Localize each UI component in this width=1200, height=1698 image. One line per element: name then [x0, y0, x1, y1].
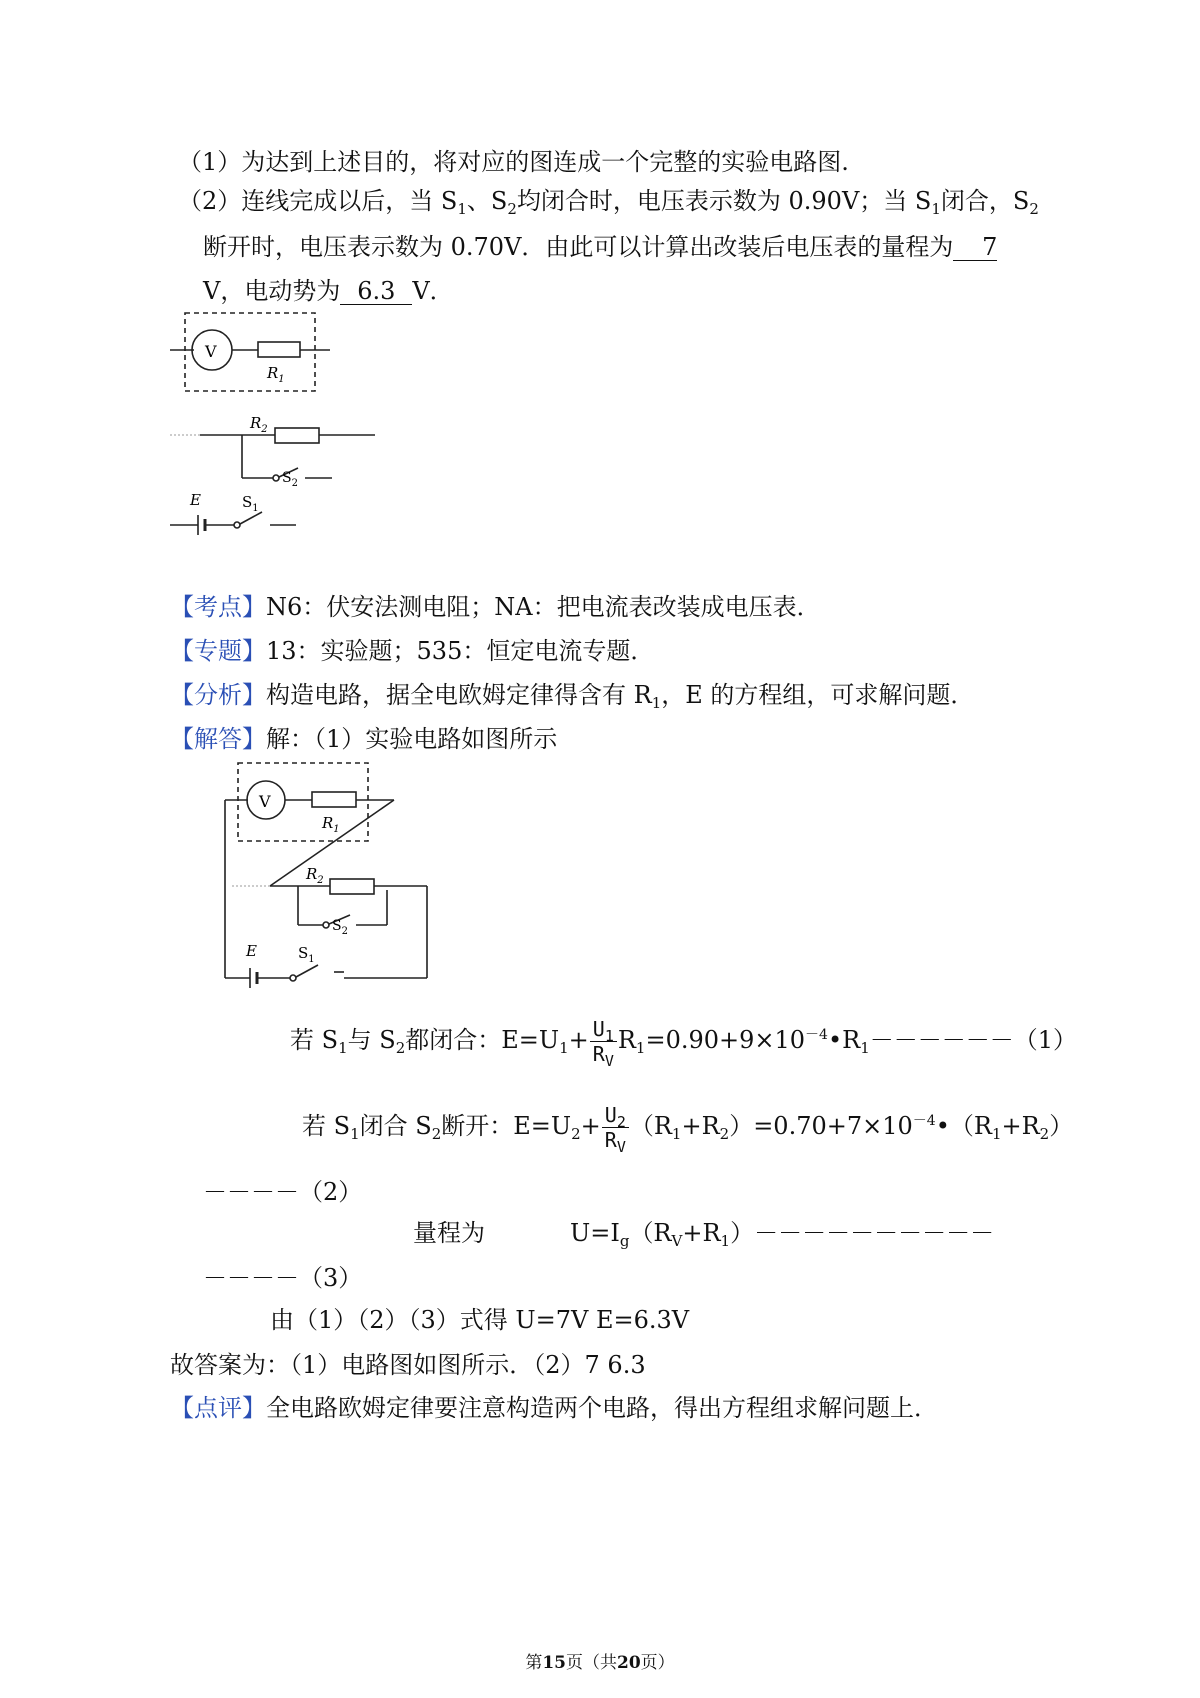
- voltmeter-label: V: [205, 342, 217, 361]
- e-label: E: [190, 491, 201, 509]
- answer-blank-range: 7: [953, 234, 997, 261]
- r2-s2-branch: [170, 428, 375, 481]
- question-2-line-2: 断开时，电压表示数为 0.70V．由此可以计算出改装后电压表的量程为 7: [203, 233, 998, 261]
- kaodian-tag: 【考点】: [170, 593, 266, 621]
- switch-s2-icon: [273, 475, 279, 481]
- question-1: （1）为达到上述目的，将对应的图连成一个完整的实验电路图.: [178, 148, 849, 176]
- equation-1: 若 $S_1$与 $S_2$都闭合：$E=U_1+$ $\frac{U_1}{R_V}$ $R_1=0.90+9\times 10^{-4}•R_1------(1)$: [290, 1017, 1078, 1070]
- fenxi-tag: 【分析】: [170, 681, 266, 709]
- jieda-row: 【解答】解：（1）实验电路如图所示: [170, 725, 558, 753]
- fraction-u1-rv: $\frac{U_1}{R_V}$: [590, 1017, 617, 1066]
- fenxi-row: 【分析】构造电路，据全电欧姆定律得含有 $R_1$，E 的方程组，可求解问题．: [170, 681, 975, 712]
- r2-label: R: [250, 414, 262, 432]
- svg-text:R1: [266, 364, 285, 385]
- answer-blank-emf: 6.3: [340, 278, 412, 305]
- question-2-line-3: V，电动势为 6.3 V．: [203, 277, 454, 305]
- s1-sub: 1: [252, 503, 259, 514]
- zhuanti-row: 【专题】13：实验题；535：恒定电流专题．: [170, 637, 655, 665]
- svg-text:R2: $R_2$: [306, 865, 324, 886]
- equation-2-tail: －－－－（2）: [203, 1178, 363, 1206]
- kaodian-row: 【考点】N6：伏安法测电阻；NA：把电流表改装成电压表．: [170, 593, 821, 621]
- s1-label: S: [242, 493, 253, 511]
- voltmeter-r1-box: [170, 313, 330, 391]
- equation-3-tail: －－－－（3）: [203, 1264, 363, 1292]
- review-tag: 【点评】: [170, 1394, 266, 1422]
- svg-text:S2: [282, 470, 298, 489]
- resistor-r1-icon: [312, 792, 356, 807]
- battery-s1-branch: [170, 512, 296, 535]
- completed-circuit-diagram: [222, 760, 452, 985]
- equation-3-formula: $U=I_g(R_V+R_1)----------$: [570, 1219, 995, 1250]
- svg-text:S1: $S_1$: [298, 944, 315, 965]
- s2-sub: 2: [291, 478, 298, 489]
- r2-sub: 2: [261, 424, 268, 435]
- switch-s1-icon: [234, 522, 240, 528]
- svg-text:S1: [242, 493, 259, 514]
- svg-text:R2: [249, 414, 268, 435]
- result-line: 由（1）（2）（3）式得 U=7V E=6.3V: [270, 1306, 690, 1334]
- r1-label: R: [267, 364, 279, 382]
- zhuanti-tag: 【专题】: [170, 637, 266, 665]
- svg-text:R1: $R_1$: [322, 814, 340, 835]
- answer-line: 故答案为：（1）电路图如图所示．（2）7 6.3: [170, 1351, 646, 1379]
- svg-text:S2: $S_2$: [332, 918, 348, 937]
- review-row: 【点评】全电路欧姆定律要注意构造两个电路，得出方程组求解问题上．: [170, 1394, 938, 1422]
- svg-text:V: V: [259, 792, 271, 811]
- r1-sub: 1: [278, 374, 285, 385]
- switch-s1-icon: [290, 975, 296, 981]
- circuit-components-diagram: [170, 310, 510, 550]
- resistor-r2-icon: [275, 428, 319, 443]
- equation-2: 若 $S_1$闭合 $S_2$断开：$E=U_2+$ $\frac{U_2}{R_V}$ $(R_1+R_2)=0.70+7\times 10^{-4}•(R_1+R_2)$: [302, 1103, 1074, 1156]
- page-footer: 第15页（共20页）: [525, 1653, 675, 1673]
- equation-3-label: 量程为: [413, 1219, 485, 1247]
- switch-s2-icon: [323, 922, 329, 928]
- s2-label: S: [282, 470, 292, 486]
- resistor-r2-icon: [330, 879, 374, 894]
- svg-text:E: E: [246, 942, 257, 960]
- jieda-tag: 【解答】: [170, 725, 266, 753]
- resistor-r1-icon: [258, 342, 300, 357]
- fraction-u2-rv: $\frac{U_2}{R_V}$: [602, 1103, 629, 1152]
- question-2-line-1: （2）连线完成以后，当 $S_1$、$S_2$均闭合时，电压表示数为 0.90V；当 $S_1$闭合，$S_2$: [178, 187, 1039, 218]
